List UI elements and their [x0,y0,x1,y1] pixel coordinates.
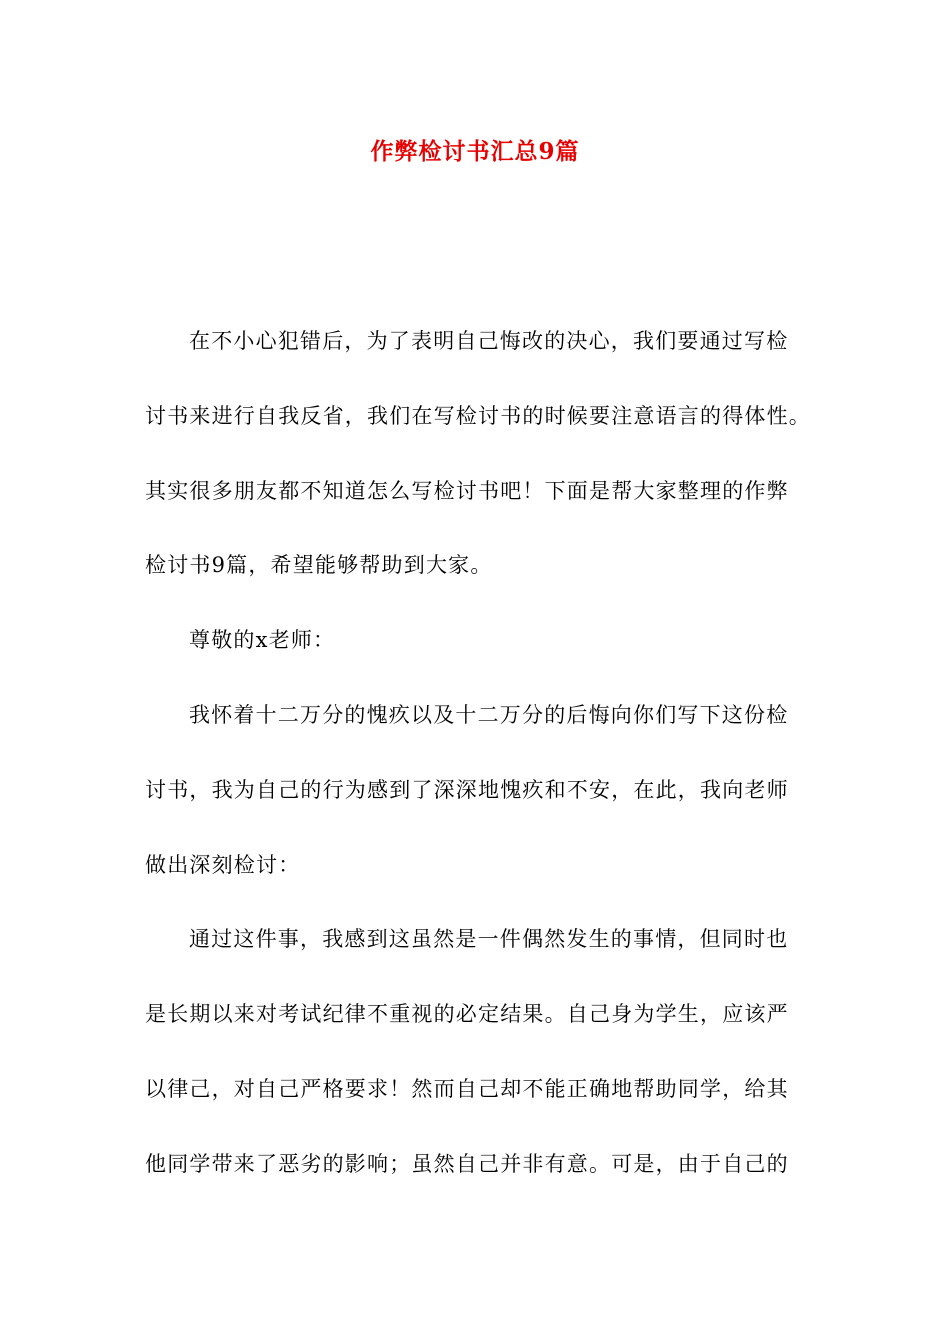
text-line: 在不小心犯错后，为了表明自己悔改的决心，我们要通过写检 [189,329,789,353]
text-line: 我怀着十二万分的愧疚以及十二万分的后悔向你们写下这份检 [189,702,789,727]
text-line: 他同学带来了恶劣的影响；虽然自己并非有意。可是，由于自己的 [145,1151,789,1176]
text-line: 通过这件事，我感到这虽然是一件偶然发生的事情，但同时也 [189,927,789,952]
text-line: 以律己，对自己严格要求！然而自己却不能正确地帮助同学，给其 [145,1076,789,1101]
paragraph-intro [145,304,815,603]
paragraph-apology [145,678,815,902]
text-line: 讨书，我为自己的行为感到了深深地愧疚和不安，在此，我向老师 [145,777,789,802]
paragraph-reflection [145,902,815,1201]
paragraph-salutation [145,603,815,678]
text-line: 检讨书9篇，希望能够帮助到大家。 [145,553,493,578]
text-line: 讨书来进行自我反省，我们在写检讨书的时候要注意语言的得体性。 [145,403,811,428]
text-line: 做出深刻检讨： [145,852,301,877]
document-title: 作弊检讨书汇总9篇 [370,138,580,165]
text-line: 是长期以来对考试纪律不重视的必定结果。自己身为学生，应该严 [145,1002,789,1027]
text-line: 尊敬的x老师： [189,628,336,653]
document-body [145,304,815,1202]
text-line: 其实很多朋友都不知道怎么写检讨书吧！下面是帮大家整理的作弊 [145,478,789,503]
